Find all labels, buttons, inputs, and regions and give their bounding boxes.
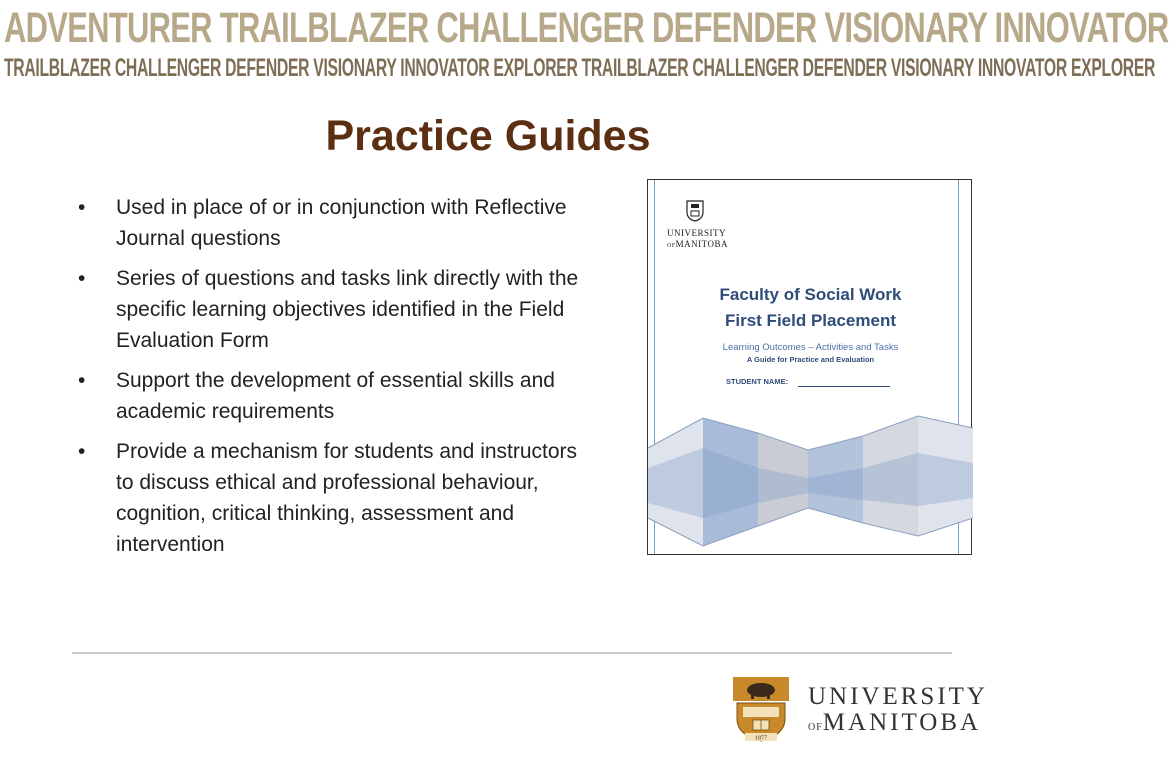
cover-subtitle-2: A Guide for Practice and Evaluation: [746, 355, 875, 364]
bullet-item: [74, 263, 594, 356]
cover-heading-1: Faculty of Social Work: [719, 285, 902, 304]
cover-heading-2: First Field Placement: [725, 311, 896, 330]
cover-logo-line1: UNIVERSITY: [667, 228, 726, 238]
bullet-text: Support the development of essential skills and academic requirements: [116, 369, 555, 423]
bullet-item: [74, 365, 594, 427]
bullet-item: [74, 192, 594, 254]
bullet-text: Series of questions and tasks link directly with the specific learning objectives identified in the Field Evaluation Form: [116, 267, 579, 352]
cover-student-label: STUDENT NAME:: [726, 377, 789, 386]
university-crest-icon: [733, 677, 789, 743]
footer-divider: [72, 652, 952, 654]
bullet-marker: •: [78, 440, 86, 463]
university-wordmark: [808, 684, 988, 741]
cover-logo-text: [667, 228, 728, 252]
bullet-text: Provide a mechanism for students and instructors to discuss ethical and professional behaviour, cognition, critical thinking, assessment and intervention: [116, 440, 578, 556]
banner-line-1: ADVENTURER TRAILBLAZER CHALLENGER DEFENDER VISIONARY INNOVATOR: [4, 4, 1169, 52]
cover-ribbon-art: [648, 408, 973, 556]
bullet-list: [74, 192, 594, 569]
cover-university-logo: [664, 198, 730, 258]
wordmark-of: OF: [808, 722, 823, 733]
bullet-marker: •: [78, 196, 86, 219]
crest-year: 1877: [755, 735, 767, 742]
wordmark-line2: MANITOBA: [822, 709, 982, 736]
crest-icon: [686, 200, 704, 222]
word-banner: [0, 0, 1169, 90]
guide-cover-image: [647, 179, 972, 555]
bullet-item: [74, 436, 594, 560]
banner-line-2: TRAILBLAZER CHALLENGER DEFENDER VISIONARY INNOVATOR EXPLORER TRAILBLAZER CHALLENGER DEFENDER VISIONARY INNOVATOR EXPLORER: [4, 54, 1156, 82]
cover-student-line: [798, 386, 890, 387]
bullet-text: Used in place of or in conjunction with Reflective Journal questions: [116, 196, 567, 250]
wordmark-line1: UNIVERSITY: [808, 683, 988, 710]
bullet-marker: •: [78, 267, 86, 290]
cover-logo-line2: MANITOBA: [675, 239, 729, 249]
cover-subtitle: Learning Outcomes – Activities and Tasks: [722, 342, 899, 353]
cover-logo-of: OF: [667, 243, 676, 249]
slide-title: Practice Guides: [325, 112, 651, 160]
bullet-marker: •: [78, 369, 86, 392]
